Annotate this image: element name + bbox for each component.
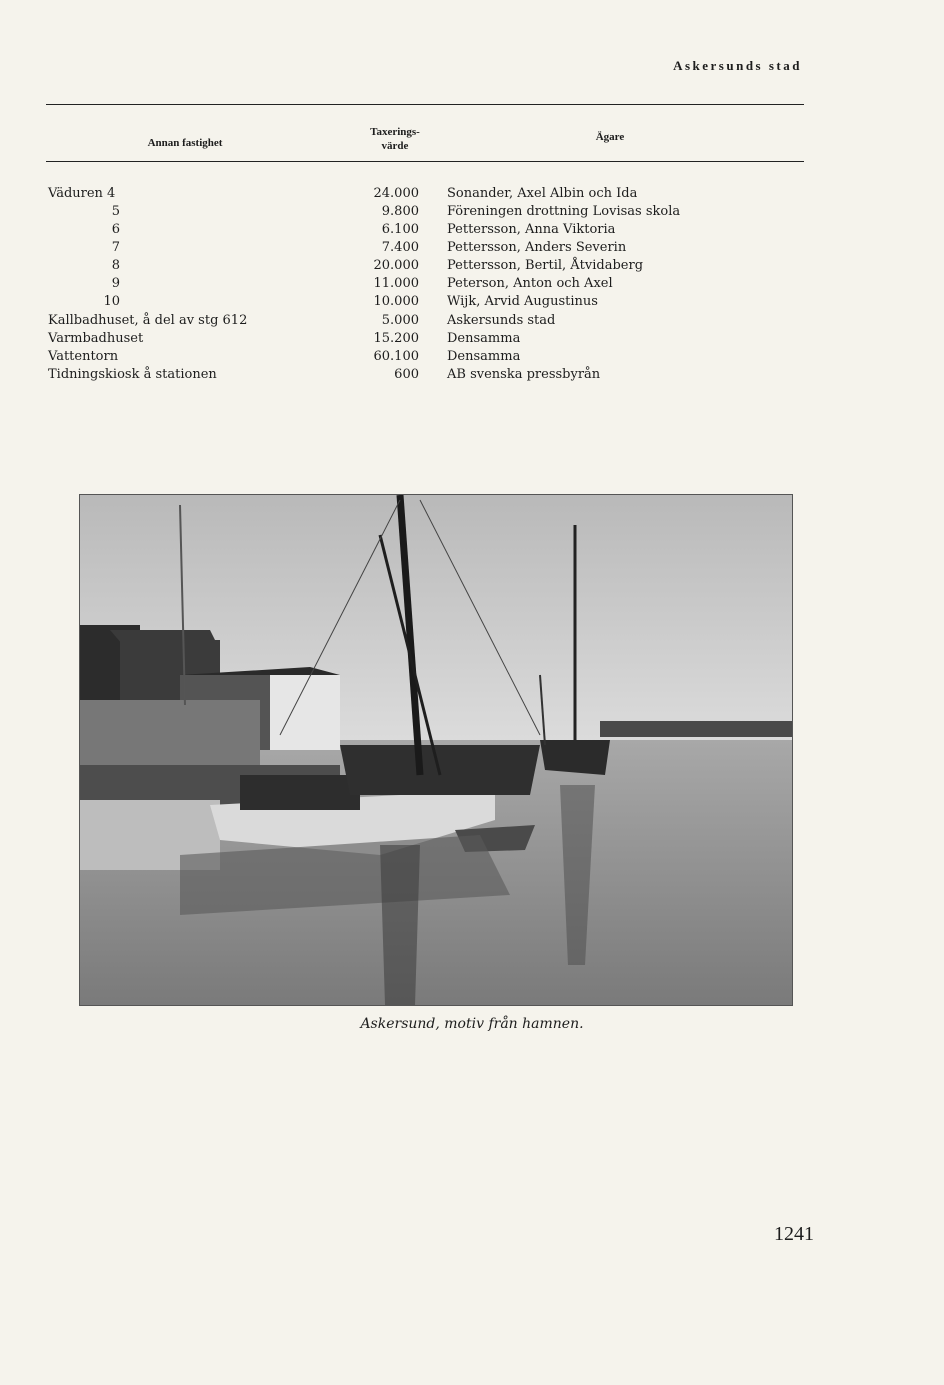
column-header-owner: Ägare: [595, 131, 625, 143]
owner-cell: Pettersson, Bertil, Åtvidaberg: [447, 258, 644, 273]
value-cell: 7.400: [381, 240, 419, 255]
property-cell: 6: [111, 222, 120, 237]
table-top-rule: [46, 104, 804, 105]
value-cell: 10.000: [373, 294, 419, 309]
photo-caption: Askersund, motiv från hamnen.: [360, 1016, 584, 1032]
column-header-value: Taxerings- värde: [370, 126, 420, 152]
table-row: [0, 367, 944, 385]
owner-cell: Föreningen drottning Lovisas skola: [447, 204, 681, 219]
owner-cell: Densamma: [447, 349, 521, 364]
table-row: [0, 331, 944, 349]
value-cell: 11.000: [373, 276, 419, 291]
property-cell: Varmbadhuset: [48, 331, 144, 346]
table-row: [0, 294, 944, 312]
property-cell: Tidningskiosk å stationen: [48, 367, 217, 382]
property-cell: Vattentorn: [48, 349, 119, 364]
column-header-property: Annan fastighet: [147, 137, 223, 149]
owner-cell: Densamma: [447, 331, 521, 346]
harbor-photograph: [79, 494, 793, 1006]
property-cell: 9: [111, 276, 120, 291]
owner-cell: Peterson, Anton och Axel: [447, 276, 613, 291]
value-cell: 6.100: [381, 222, 419, 237]
property-cell: 7: [111, 240, 120, 255]
value-cell: 24.000: [373, 186, 419, 201]
value-cell: 15.200: [373, 331, 419, 346]
value-cell: 20.000: [373, 258, 419, 273]
table-row: [0, 204, 944, 222]
property-cell: 5: [111, 204, 120, 219]
owner-cell: Sonander, Axel Albin och Ida: [447, 186, 638, 201]
value-cell: 60.100: [373, 349, 419, 364]
table-row: [0, 276, 944, 294]
page-number: 1241: [774, 1223, 814, 1245]
table-row: [0, 313, 944, 331]
property-cell: 10: [103, 294, 120, 309]
property-cell: Kallbadhuset, å del av stg 612: [48, 313, 248, 328]
owner-cell: Pettersson, Anna Viktoria: [447, 222, 616, 237]
running-head: Askersunds stad: [673, 58, 802, 73]
property-cell: Väduren 4: [48, 186, 116, 201]
table-header-rule: [46, 161, 804, 162]
owner-cell: AB svenska pressbyrån: [447, 367, 601, 382]
property-cell: 8: [111, 258, 120, 273]
value-cell: 600: [394, 367, 419, 382]
table-row: [0, 240, 944, 258]
table-row: [0, 349, 944, 367]
owner-cell: Wijk, Arvid Augustinus: [447, 294, 598, 309]
table-row: [0, 258, 944, 276]
table-row: [0, 186, 944, 204]
value-cell: 9.800: [381, 204, 419, 219]
owner-cell: Pettersson, Anders Severin: [447, 240, 627, 255]
owner-cell: Askersunds stad: [447, 313, 556, 328]
table-row: [0, 222, 944, 240]
value-cell: 5.000: [381, 313, 419, 328]
